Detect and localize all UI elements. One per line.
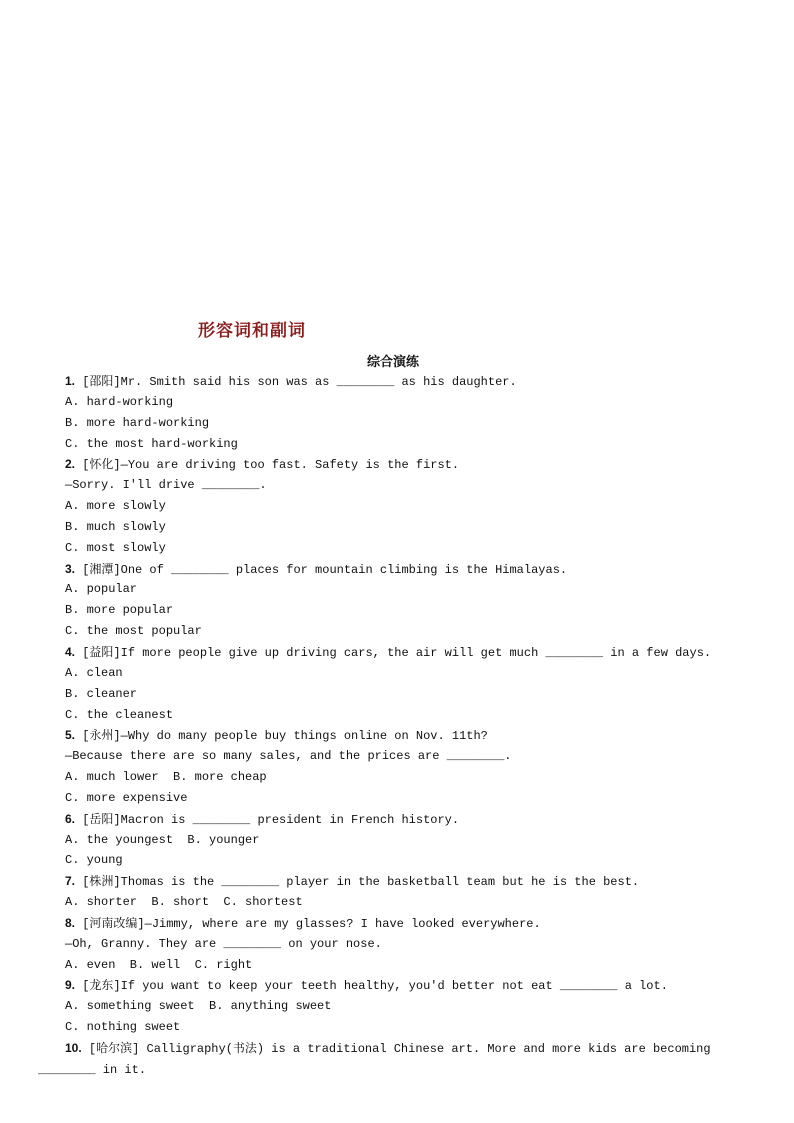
question-number: 8. (65, 915, 76, 930)
answer-option (38, 788, 760, 809)
answer-option (38, 996, 760, 1017)
answer-option (38, 517, 760, 538)
option-text: A. even B. well C. right (65, 957, 253, 972)
question-stem (38, 454, 760, 475)
option-text: B. more hard-working (65, 415, 210, 430)
question-text: [河南改编]—Jimmy, where are my glasses? I have looked everywhere. (75, 916, 541, 931)
answer-option (38, 496, 760, 517)
question-text: [邵阳]Mr. Smith said his son was as ________ as his daughter. (75, 375, 517, 389)
option-text: A. much lower B. more cheap (65, 770, 267, 785)
page-title: 形容词和副词 (198, 321, 306, 341)
question-stem (38, 371, 760, 392)
option-text: A. something sweet B. anything sweet (65, 999, 332, 1014)
option-text: C. nothing sweet (65, 1020, 181, 1035)
answer-option (38, 663, 760, 684)
option-text: A. clean (65, 665, 123, 680)
question-text: [龙东]If you want to keep your teeth healthy, you'd better not eat ________ a lot. (75, 979, 668, 994)
answer-option (38, 600, 760, 621)
answer-option (38, 892, 760, 913)
option-text: A. shorter B. short C. shortest (65, 895, 303, 910)
option-text: A. hard-working (65, 394, 174, 409)
answer-option (38, 434, 760, 455)
option-text: A. more slowly (65, 499, 166, 514)
answer-option (38, 579, 760, 600)
answer-option (38, 413, 760, 434)
answer-option (38, 955, 760, 976)
option-text: —Oh, Granny. They are ________ on your nose. (65, 936, 382, 951)
question-text: [怀化]—You are driving too fast. Safety is the first. (75, 458, 460, 473)
answer-option (38, 767, 760, 788)
answer-option (38, 475, 760, 496)
answer-option (38, 392, 760, 413)
question-number: 4. (65, 644, 76, 659)
answer-option (38, 538, 760, 559)
answer-option (38, 1017, 760, 1038)
option-text: A. the youngest B. younger (65, 832, 260, 847)
option-text: C. young (65, 853, 123, 868)
question-text: [永州]—Why do many people buy things online on Nov. 11th? (75, 729, 488, 744)
question-stem (38, 1038, 760, 1081)
question-stem (38, 975, 760, 996)
answer-option (38, 705, 760, 726)
question-text: [哈尔滨] Calligraphy(书法) is a traditional Chinese art. More and more kids are becoming ________ in it. (38, 1042, 711, 1077)
question-number: 7. (65, 874, 76, 889)
option-text: B. much slowly (65, 519, 166, 534)
question-number: 6. (65, 811, 76, 826)
question-stem (38, 559, 760, 580)
section-heading: 综合演练 (367, 355, 420, 370)
option-text: C. the cleanest (65, 707, 174, 722)
question-stem (38, 913, 760, 934)
question-number: 2. (65, 457, 76, 472)
option-text: —Sorry. I'll drive ________. (65, 478, 267, 493)
question-stem (38, 871, 760, 892)
answer-option (38, 850, 760, 871)
question-number: 3. (65, 561, 76, 576)
question-number: 10. (65, 1041, 82, 1055)
exercise-list (38, 371, 760, 1081)
question-text: [益阳]If more people give up driving cars, the air will get much ________ in a few days. (75, 645, 712, 660)
option-text: —Because there are so many sales, and the prices are ________. (65, 749, 512, 764)
answer-option (38, 621, 760, 642)
answer-option (38, 684, 760, 705)
option-text: C. more expensive (65, 790, 188, 805)
question-number: 5. (65, 728, 76, 743)
option-text: C. the most popular (65, 624, 202, 639)
option-text: B. more popular (65, 603, 174, 618)
option-text: C. the most hard-working (65, 436, 238, 451)
question-text: [岳阳]Macron is ________ president in French history. (75, 812, 460, 827)
question-number: 1. (65, 374, 76, 388)
question-stem (38, 642, 760, 663)
question-number: 9. (65, 978, 76, 993)
option-text: C. most slowly (65, 540, 166, 555)
question-stem (38, 809, 760, 830)
question-text: [株洲]Thomas is the ________ player in the basketball team but he is the best. (75, 875, 640, 890)
answer-option (38, 934, 760, 955)
answer-option (38, 746, 760, 767)
question-text: [湘潭]One of ________ places for mountain climbing is the Himalayas. (75, 562, 568, 577)
question-stem (38, 725, 760, 746)
option-text: B. cleaner (65, 686, 138, 701)
answer-option (38, 830, 760, 851)
option-text: A. popular (65, 582, 138, 597)
